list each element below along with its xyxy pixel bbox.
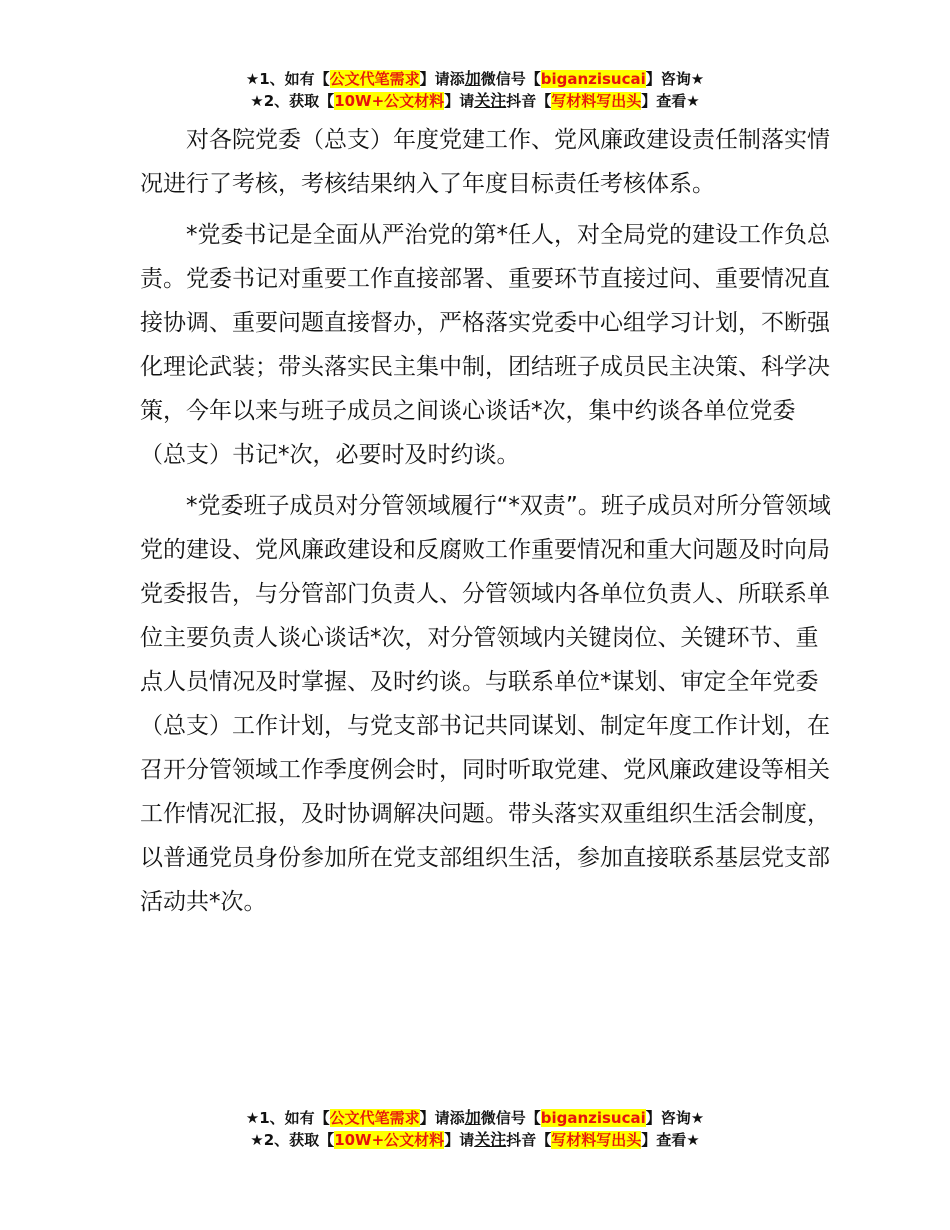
promo-text: 微信号【 — [480, 70, 541, 88]
promo-highlight-wechat-id: biganzisucai — [540, 70, 646, 88]
promo-text: 】请添 — [419, 1109, 465, 1127]
promo-suffix: 】查看★ — [641, 92, 700, 110]
promo-text: 微信号【 — [480, 1109, 541, 1127]
promo-line-2 — [0, 1129, 950, 1151]
promo-line-1 — [0, 68, 950, 90]
promo-highlight-douyin-account: 写材料写出头 — [551, 1131, 642, 1149]
promo-text: 】请添 — [419, 70, 465, 88]
promo-text: 抖音【 — [506, 92, 552, 110]
header-promo-banner — [0, 68, 950, 112]
promo-highlight-service: 公文代笔需求 — [329, 70, 420, 88]
promo-suffix: 】咨询★ — [645, 1109, 705, 1127]
promo-prefix: ★1、如有【 — [245, 1109, 330, 1127]
promo-highlight-wechat-id: biganzisucai — [540, 1109, 646, 1127]
promo-emphasis: 加 — [464, 69, 481, 88]
promo-text: 】请 — [444, 1131, 475, 1149]
promo-prefix: ★2、获取【 — [250, 1131, 335, 1149]
promo-text: 抖音【 — [506, 1131, 552, 1149]
paragraph-party-secretary: *党委书记是全面从严治党的第*任人，对全局党的建设工作负总责。党委书记对重要工作直接部署、重要环节直接过问、重要情况直接协调、重要问题直接督办，严格落实党委中心组学习计划，不断强化理论武装；带头落实民主集中制，团结班子成员民主决策、科学决策，今年以来与班子成员之间谈心谈话*次，集中约谈各单位党委（总支）书记*次，必要时及时约谈。 — [140, 222, 830, 468]
promo-highlight-materials: 10W+公文材料 — [334, 1131, 445, 1149]
document-body — [140, 118, 840, 931]
paragraph-committee-members: *党委班子成员对分管领域履行“*双责”。班子成员对所分管领域党的建设、党风廉政建设和反腐败工作重要情况和重大问题及时向局党委报告，与分管部门负责人、分管领域内各单位负责人、所联系单位主要负责人谈心谈话*次，对分管领域内关键岗位、关键环节、重点人员情况及时掌握、及时约谈。与联系单位*谋划、审定全年党委（总支）工作计划，与党支部书记共同谋划、制定年度工作计划，在召开分管领域工作季度例会时，同时听取党建、党风廉政建设等相关工作情况汇报，及时协调解决问题。带头落实双重组织生活会制度，以普通党员身份参加所在党支部组织生活，参加直接联系基层党支部活动共*次。 — [140, 493, 831, 915]
promo-highlight-douyin-account: 写材料写出头 — [551, 92, 642, 110]
promo-text: 】请 — [444, 92, 475, 110]
promo-line-1 — [0, 1107, 950, 1129]
paragraph-assessment: 对各院党委（总支）年度党建工作、党风廉政建设责任制落实情况进行了考核，考核结果纳入了年度目标责任考核体系。 — [140, 127, 830, 197]
promo-emphasis: 关注 — [474, 91, 507, 110]
promo-prefix: ★1、如有【 — [245, 70, 330, 88]
promo-highlight-service: 公文代笔需求 — [329, 1109, 420, 1127]
promo-prefix: ★2、获取【 — [250, 92, 335, 110]
promo-emphasis: 加 — [464, 1108, 481, 1127]
promo-highlight-materials: 10W+公文材料 — [334, 92, 445, 110]
promo-line-2 — [0, 90, 950, 112]
footer-promo-banner — [0, 1107, 950, 1151]
promo-suffix: 】咨询★ — [645, 70, 705, 88]
promo-emphasis: 关注 — [474, 1130, 507, 1149]
promo-suffix: 】查看★ — [641, 1131, 700, 1149]
